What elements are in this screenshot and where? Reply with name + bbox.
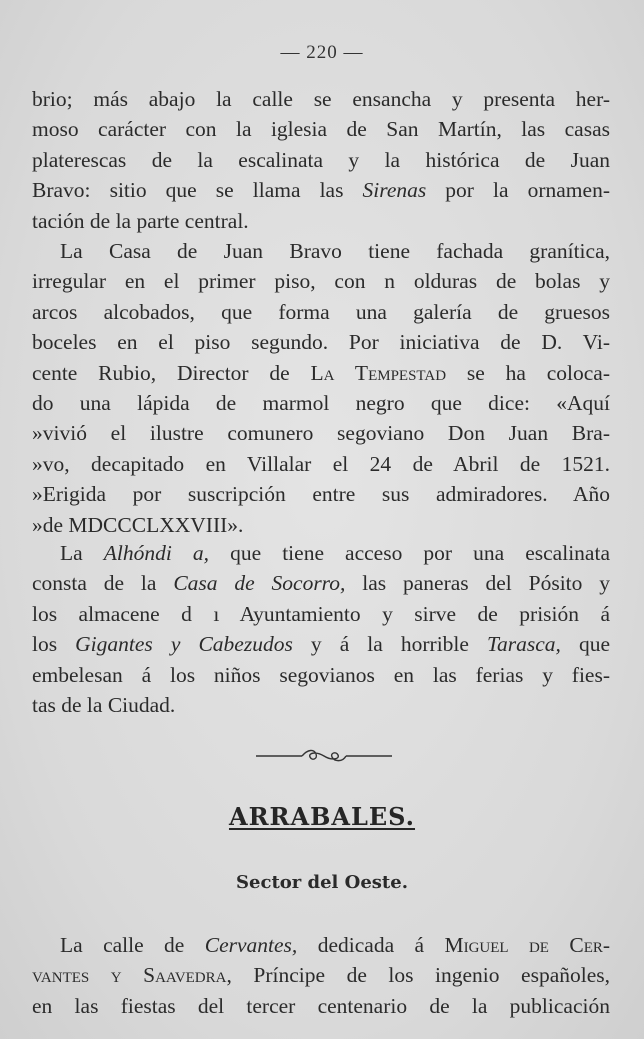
text-line: platerescas de la escalinata y la histórica de Juan	[32, 147, 610, 172]
text-line: arcos alcobados, que forma una galería de gruesos	[32, 299, 610, 324]
section-title: ARRABALES.	[228, 802, 416, 831]
text-line: embelesan á los niños segovianos en las ferias y fies-	[32, 662, 610, 687]
page-number: — 220 —	[280, 42, 364, 63]
text-line: »vo, decapitado en Villalar el 24 de Abril de 1521.	[32, 451, 610, 476]
paragraph-continuation	[32, 84, 610, 236]
text-line: do una lápida de marmol negro que dice: «Aquí	[32, 391, 610, 416]
text-line: los Gigantes y Cabezudos y á la horrible Tarasca, que	[32, 632, 610, 657]
text-line: tación de la parte central.	[32, 208, 249, 233]
text-line: tas de la Ciudad.	[32, 693, 176, 718]
newspaper-name: La Tempestad	[310, 360, 447, 385]
text-line: »vivió el ilustre comunero segoviano Don Juan Bra-	[32, 421, 610, 446]
author-name: vantes y Saavedra,	[32, 963, 232, 988]
author-name: Miguel de Cer-	[444, 933, 611, 957]
text-line: brio; más abajo la calle se ensancha y presenta her-	[32, 87, 610, 111]
text-line: »Erigida por suscripción entre sus admiradores. Año	[32, 482, 610, 507]
text-line: vantes y Saavedra, Príncipe de los ingenio españoles,	[32, 963, 610, 988]
text-line: irregular en el primer piso, con n olduras de bolas y	[32, 269, 610, 294]
section-subtitle: Sector del Oeste.	[236, 872, 408, 893]
text-line: La Alhóndi a, que tiene acceso por una escalinata	[60, 541, 610, 565]
text-line: La Casa de Juan Bravo tiene fachada granítica,	[60, 239, 610, 263]
ornamental-divider-icon	[254, 745, 394, 767]
text-line: »de MDCCCLXXVIII».	[32, 512, 244, 537]
text-line: cente Rubio, Director de La Tempestad se ha coloca-	[32, 360, 610, 385]
text-line: en las fiestas del tercer centenario de la publicación	[32, 993, 610, 1018]
paragraph-alhondiga	[32, 538, 610, 720]
italic-term: Sirenas	[362, 178, 427, 203]
paragraph-cervantes	[32, 930, 610, 1021]
text-line: consta de la Casa de Socorro, las paneras del Pósito y	[32, 571, 610, 596]
italic-term: Casa de Socorro,	[173, 571, 346, 596]
text-line: los almacene d ı Ayuntamiento y sirve de prisión á	[32, 601, 610, 626]
italic-term: Alhóndi a,	[103, 541, 210, 565]
italic-term: Gigantes y Cabezudos	[75, 632, 293, 657]
paragraph-casa-juan-bravo	[32, 236, 610, 540]
italic-term: Cervantes,	[204, 933, 298, 957]
italic-term: Tarasca,	[487, 632, 561, 657]
text-line: La calle de Cervantes, dedicada á Miguel de Cer-	[60, 933, 611, 957]
text-line: Bravo: sitio que se llama las Sirenas por la ornamen-	[32, 178, 610, 203]
text-line: moso carácter con la iglesia de San Martín, las casas	[32, 117, 610, 142]
text-line: boceles en el piso segundo. Por iniciativa de D. Vi-	[32, 330, 610, 355]
